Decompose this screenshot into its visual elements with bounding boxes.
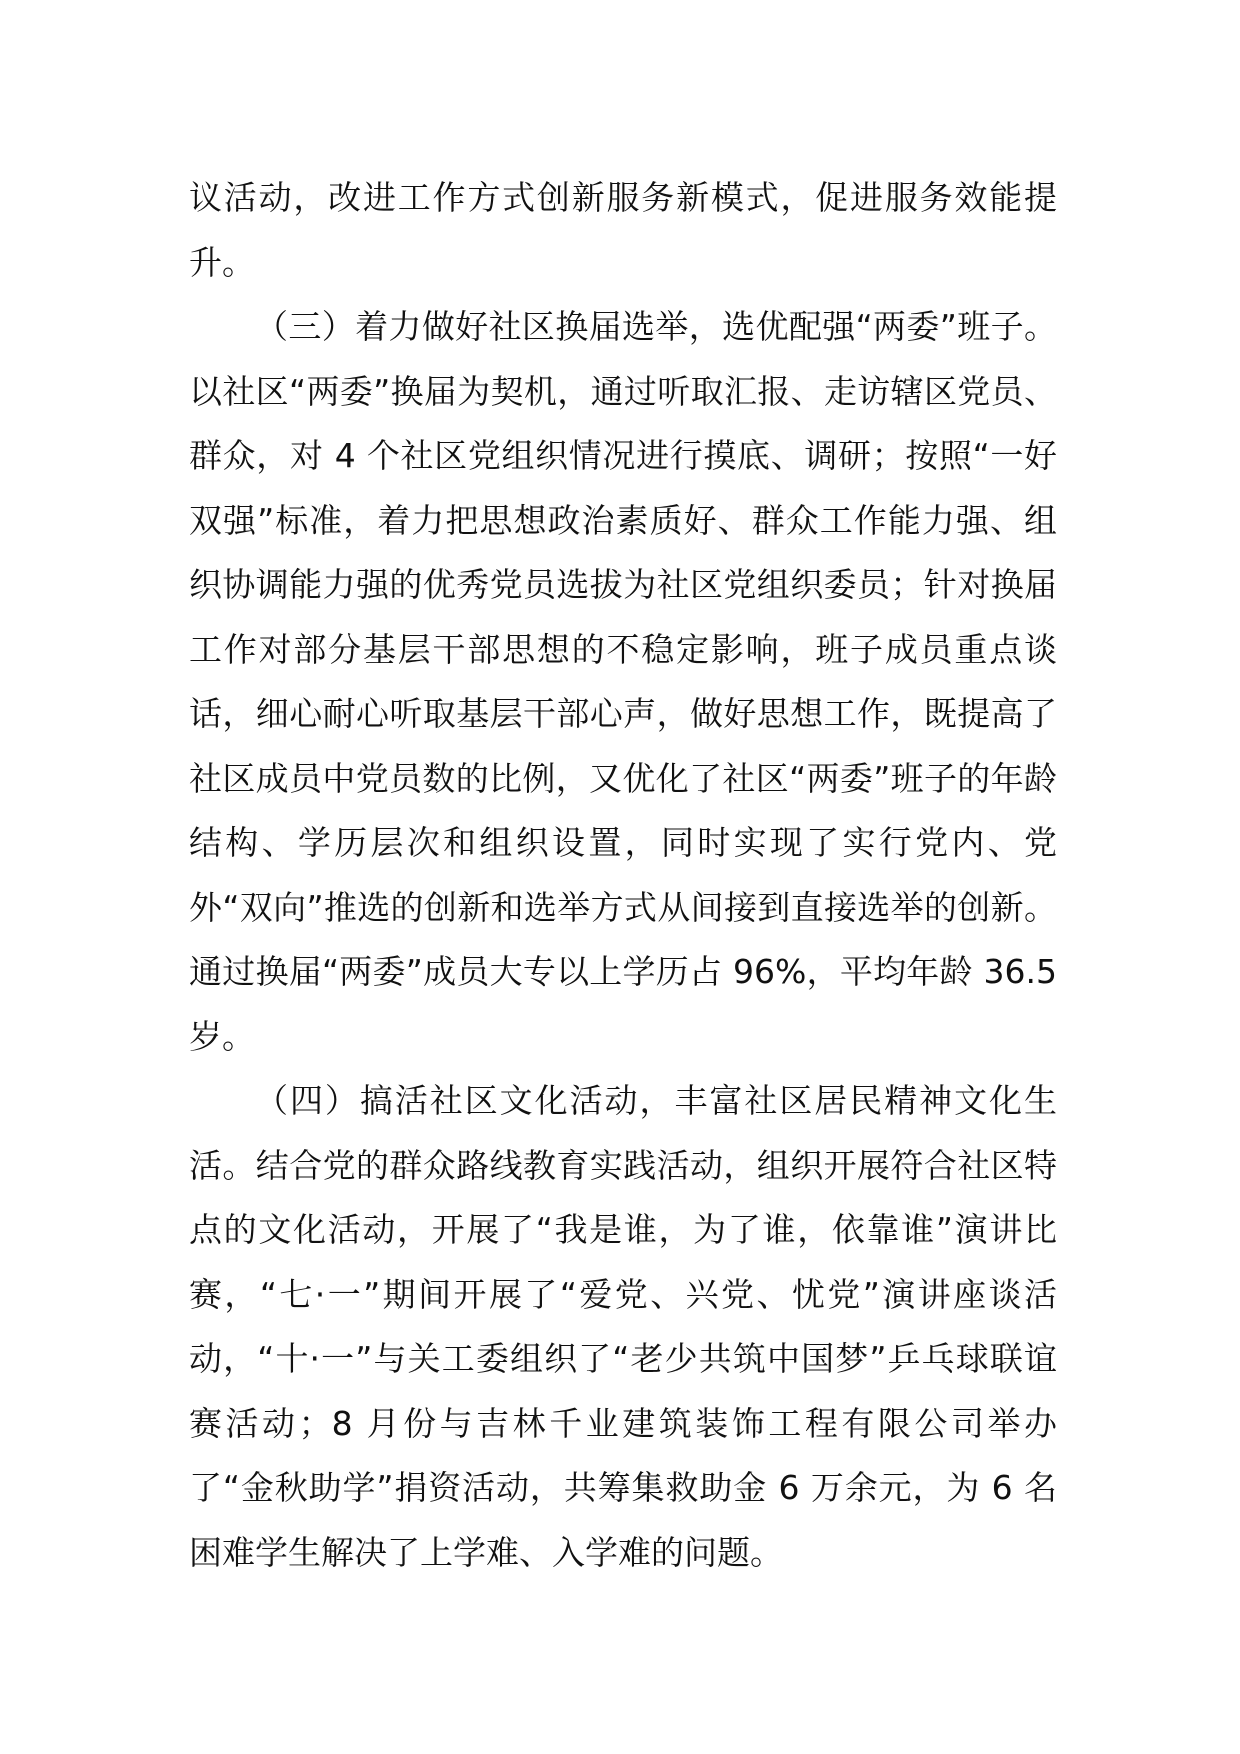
paragraph-continuation: 议活动，改进工作方式创新服务新模式，促进服务效能提升。 <box>189 178 1057 282</box>
paragraph-section-four: （四）搞活社区文化活动，丰富社区居民精神文化生活。结合党的群众路线教育实践活动，组织开展符合社区特点的文化活动，开展了“我是谁，为了谁，依靠谁”演讲比赛，“七·一”期间开展了“爱党、兴党、忧党”演讲座谈活动，“十·一”与关工委组织了“老少共筑中国梦”乒乓球联谊赛活动；8 月份与吉林千业建筑装饰工程有限公司举办了“金秋助学”捐资活动，共筹集救助金 6 万余元，为 6 名困难学生解决了上学难、入学难的问题。 <box>189 1081 1057 1572</box>
paragraph-section-three: （三）着力做好社区换届选举，选优配强“两委”班子。以社区“两委”换届为契机，通过听取汇报、走访辖区党员、群众，对 4 个社区党组织情况进行摸底、调研；按照“一好双强”标准，着力把思想政治素质好、群众工作能力强、组织协调能力强的优秀党员选拔为社区党组织委员；针对换届工作对部分基层干部思想的不稳定影响，班子成员重点谈话，细心耐心听取基层干部心声，做好思想工作，既提高了社区成员中党员数的比例，又优化了社区“两委”班子的年龄结构、学历层次和组织设置，同时实现了实行党内、党外“双向”推选的创新和选举方式从间接到直接选举的创新。通过换届“两委”成员大专以上学历占 96%，平均年龄 36.5 岁。 <box>189 307 1057 1056</box>
document-body <box>189 166 1057 1585</box>
